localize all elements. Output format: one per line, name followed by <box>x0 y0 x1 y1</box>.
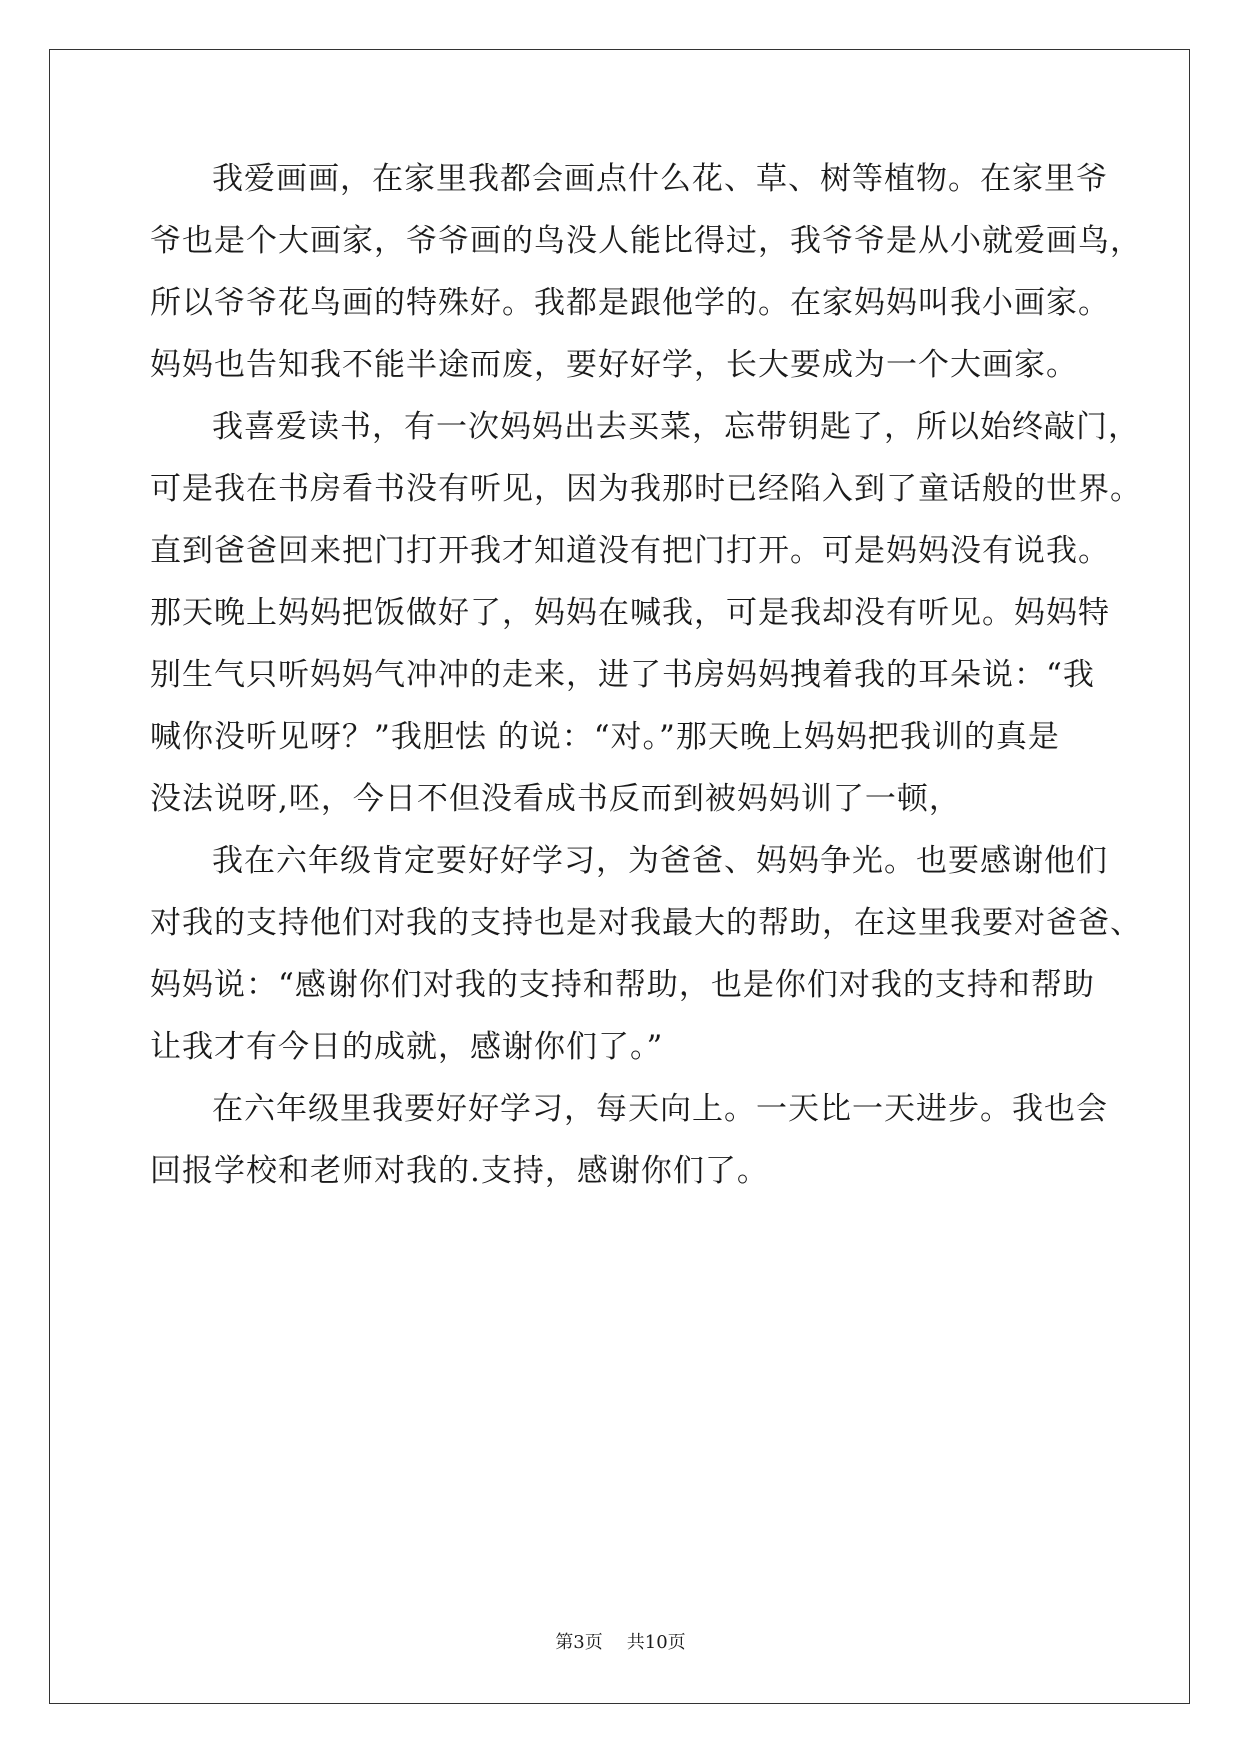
paragraph-1-line-3: 所以爷爷花鸟画的特殊好。我都是跟他学的。在家妈妈叫我小画家。 <box>150 285 1110 321</box>
page-footer <box>0 1628 1241 1654</box>
paragraph-2-line-2: 可是我在书房看书没有听见，因为我那时已经陷入到了童话般的世界。 <box>150 471 1142 507</box>
paragraph-1-line-2: 爷也是个大画家，爷爷画的鸟没人能比得过，我爷爷是从小就爱画鸟， <box>150 223 1142 259</box>
paragraph-3-line-1: 我在六年级肯定要好好学习，为爸爸、妈妈争光。也要感谢他们 <box>212 843 1108 879</box>
paragraph-2-line-6: 喊你没听见呀？”我胆怯 的说：“对。”那天晚上妈妈把我训的真是 <box>150 719 1060 755</box>
paragraph-4-line-1: 在六年级里我要好好学习，每天向上。一天比一天进步。我也会 <box>212 1091 1108 1127</box>
paragraph-1-line-1: 我爱画画，在家里我都会画点什么花、草、树等植物。在家里爷 <box>212 161 1108 197</box>
paragraph-3-line-2: 对我的支持他们对我的支持也是对我最大的帮助，在这里我要对爸爸、 <box>150 905 1142 941</box>
paragraph-2-line-5: 别生气只听妈妈气冲冲的走来，进了书房妈妈拽着我的耳朵说：“我 <box>150 657 1095 693</box>
paragraph-2-line-7: 没法说呀,呸，今日不但没看成书反而到被妈妈训了一顿， <box>150 781 961 817</box>
paragraph-2-line-1: 我喜爱读书，有一次妈妈出去买菜，忘带钥匙了，所以始终敲门， <box>212 409 1140 445</box>
page-total: 共10页 <box>626 1632 686 1653</box>
paragraph-4-line-2: 回报学校和老师对我的.支持，感谢你们了。 <box>150 1153 769 1189</box>
page-number: 第3页 <box>555 1632 603 1653</box>
paragraph-2-line-4: 那天晚上妈妈把饭做好了，妈妈在喊我，可是我却没有听见。妈妈特 <box>150 595 1110 631</box>
document-body <box>150 160 1142 1214</box>
paragraph-3-line-3: 妈妈说：“感谢你们对我的支持和帮助，也是你们对我的支持和帮助 <box>150 967 1095 1003</box>
paragraph-3-line-4: 让我才有今日的成就，感谢你们了。” <box>150 1029 664 1065</box>
paragraph-2-line-3: 直到爸爸回来把门打开我才知道没有把门打开。可是妈妈没有说我。 <box>150 533 1110 569</box>
paragraph-1-line-4: 妈妈也告知我不能半途而废，要好好学，长大要成为一个大画家。 <box>150 347 1078 383</box>
